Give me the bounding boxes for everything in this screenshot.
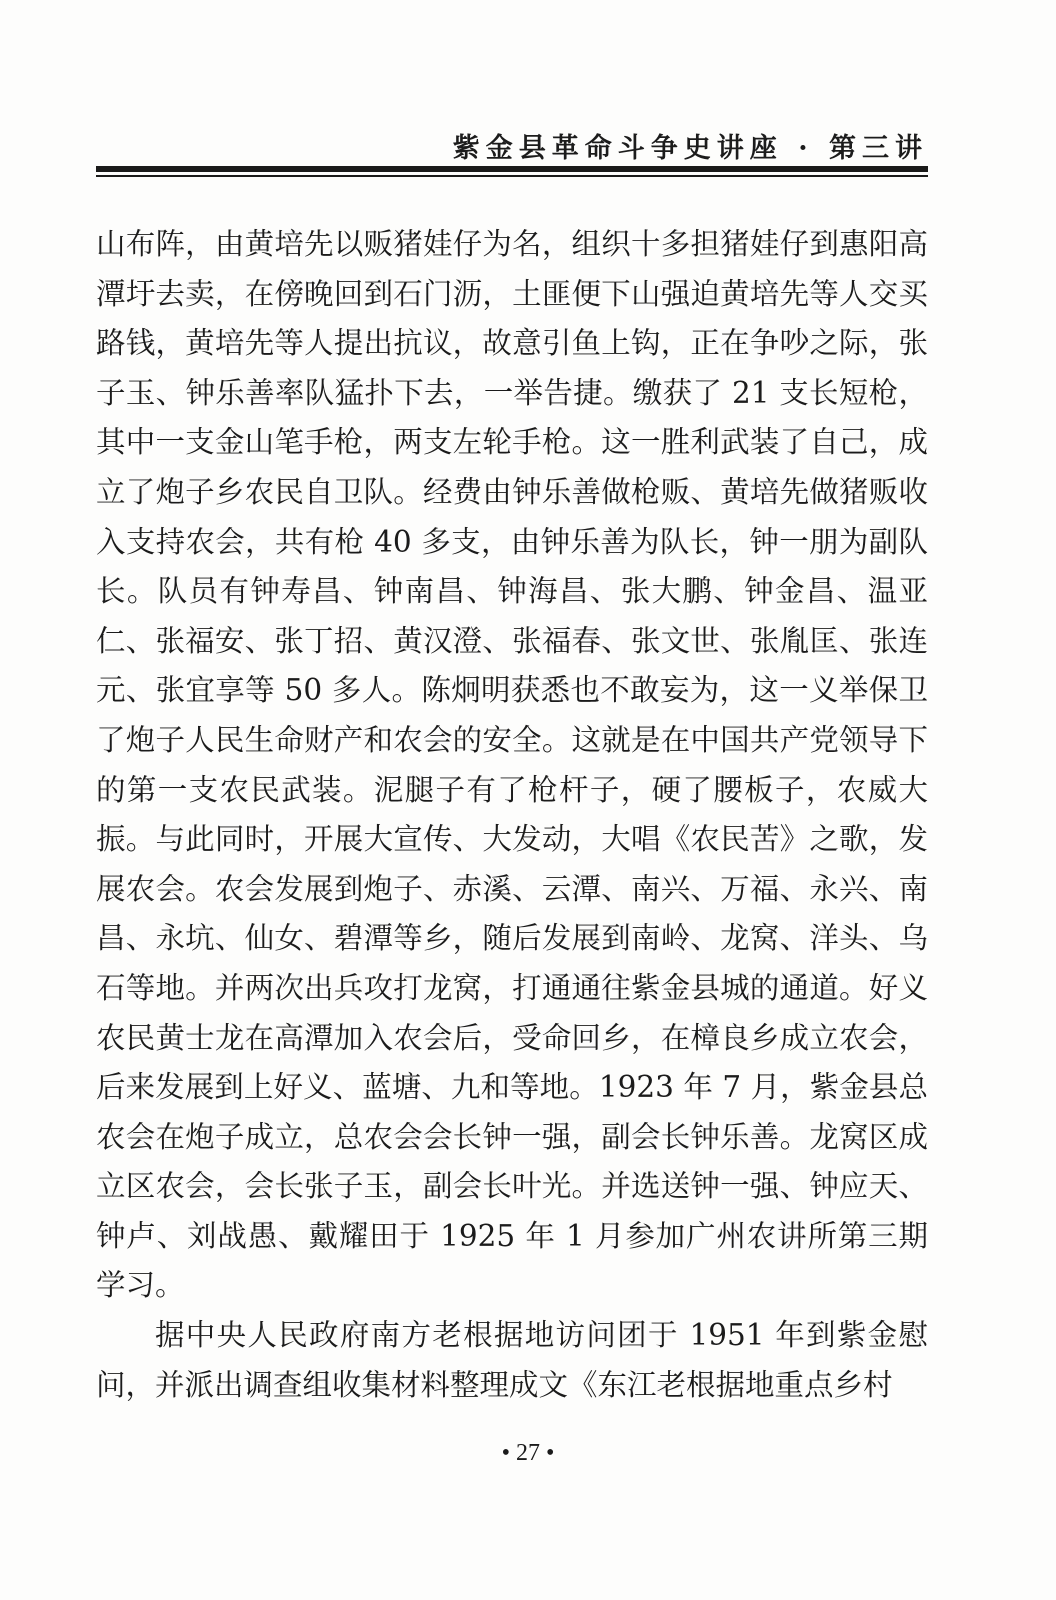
page-number: • 27 • (501, 1440, 555, 1466)
body-paragraph-1: 山布阵，由黄培先以贩猪娃仔为名，组织十多担猪娃仔到惠阳高潭圩去卖，在傍晚回到石门沥，土匪便下山强迫黄培先等人交买路钱，黄培先等人提出抗议，故意引鱼上钩，正在争吵之际，张子玉、钟乐善率队猛扑下去，一举告捷。缴获了 21 支长短枪，其中一支金山笔手枪，两支左轮手枪。这一胜利武装了自己，成立了炮子乡农民自卫队。经费由钟乐善做枪贩、黄培先做猪贩收入支持农会，共有枪 40 多支，由钟乐善为队长，钟一朋为副队长。队员有钟寿昌、钟南昌、钟海昌、张大鹏、钟金昌、温亚仁、张福安、张丁招、黄汉澄、张福春、张文世、张胤匡、张连元、张宜享等 50 多人。陈炯明获悉也不敢妄为，这一义举保卫了炮子人民生命财产和农会的安全。这就是在中国共产党领导下的第一支农民武装。泥腿子有了枪杆子，硬了腰板子，农威大振。与此同时，开展大宣传、大发动，大唱《农民苦》之歌，发展农会。农会发展到炮子、赤溪、云潭、南兴、万福、永兴、南昌、永坑、仙女、碧潭等乡，随后发展到南岭、龙窝、洋头、乌石等地。并两次出兵攻打龙窝，打通通往紫金县城的通道。好义农民黄士龙在高潭加入农会后，受命回乡，在樟良乡成立农会，后来发展到上好义、蓝塘、九和等地。1923 年 7 月，紫金县总农会在炮子成立，总农会会长钟一强，副会长钟乐善。龙窝区成立区农会，会长张子玉，副会长叶光。并选送钟一强、钟应天、钟卢、刘战愚、戴耀田于 1925 年 1 月参加广州农讲所第三期学习。 (96, 227, 928, 1303)
header-rule-thick (96, 166, 928, 172)
body-paragraph-2: 据中央人民政府南方老根据地访问团于 1951 年到紫金慰问，并派出调查组收集材料整理成文《东江老根据地重点乡村 (96, 1318, 928, 1402)
running-header-title: 紫金县革命斗争史讲座 · 第三讲 (452, 133, 928, 164)
header-rule-thin (96, 175, 928, 177)
body-text (96, 220, 928, 1410)
